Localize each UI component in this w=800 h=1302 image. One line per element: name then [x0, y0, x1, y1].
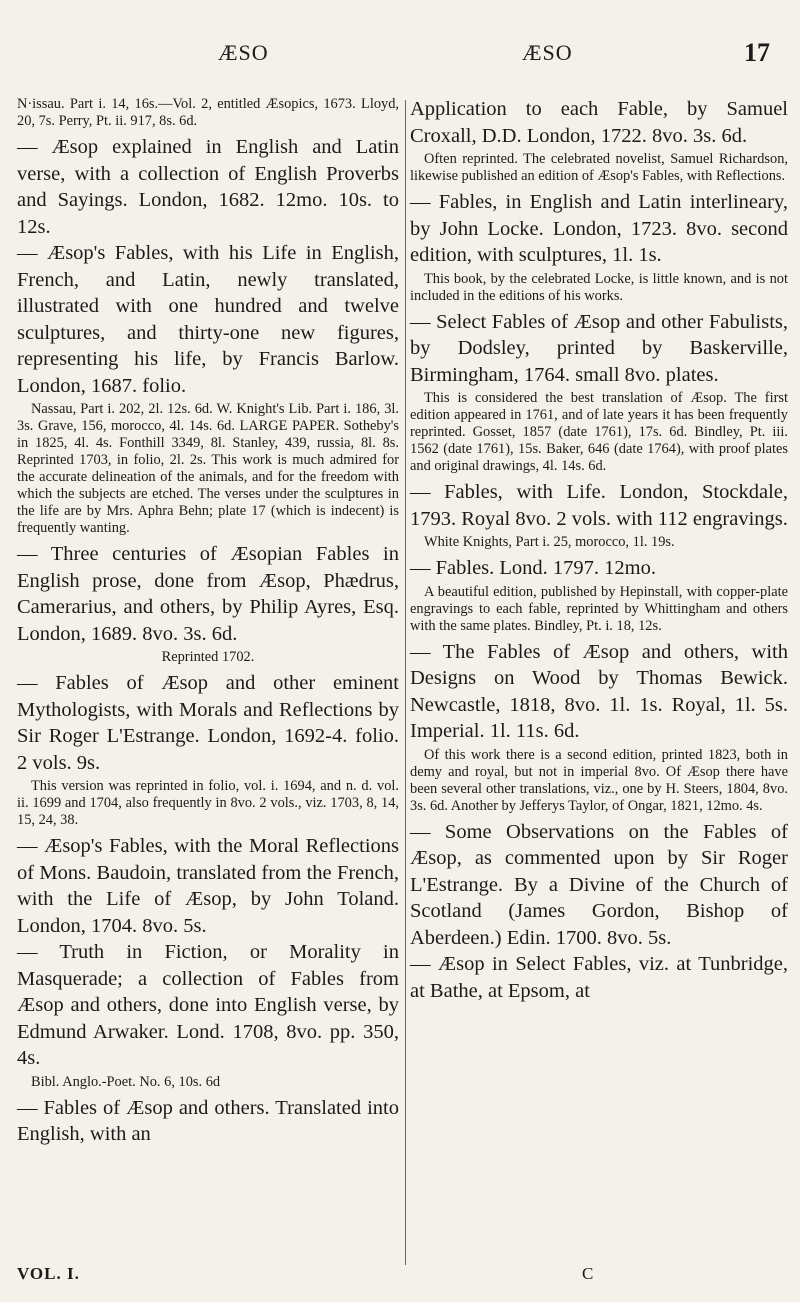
volume-signature: VOL. I.: [17, 1264, 80, 1283]
left-column-entry: — Æsop explained in English and Latin verse, with a collection of English Proverbs and Sayings. London, 1682. 12mo. 10s. to 12s.: [17, 136, 399, 238]
left-column-note: Bibl. Anglo.-Poet. No. 6, 10s. 6d: [31, 1073, 221, 1090]
right-column-note: Often reprinted. The celebrated novelist, Samuel Richardson, likewise published an edition of Æsop's Fables, with Reflections.: [410, 151, 788, 184]
left-column-note: Reprinted 1702.: [161, 649, 255, 665]
left-column-entry-continued: N·issau. Part i. 14, 16s.—Vol. 2, entitled Æsopics, 1673. Lloyd, 20, 7s. Perry, Pt. ii. 917, 8s. 6d.: [17, 96, 399, 129]
page-number: 17: [744, 38, 770, 67]
right-column-entry: — Select Fables of Æsop and other Fabulists, by Dodsley, printed by Baskerville, Birmingham, 1764. small 8vo. plates.: [410, 310, 788, 386]
left-column-entry: — Æsop's Fables, with the Moral Reflections of Mons. Baudoin, translated from the French, with the Life of Æsop, by John Toland. London, 1704. 8vo. 5s.: [17, 835, 399, 937]
right-column-note: White Knights, Part i. 25, morocco, 1l. 19s.: [424, 534, 675, 550]
left-column-entry: — Fables of Æsop and others. Translated into English, with an: [17, 1096, 399, 1145]
right-column-entry: — Fables, with Life. London, Stockdale, 1793. Royal 8vo. 2 vols. with 112 engravings.: [410, 481, 788, 530]
right-column-entry: Application to each Fable, by Samuel Croxall, D.D. London, 1722. 8vo. 3s. 6d.: [410, 98, 788, 147]
left-column-note: Nassau, Part i. 202, 2l. 12s. 6d. W. Knight's Lib. Part i. 186, 3l. 3s. Grave, 156, morocco, 4l. 14s. 6d. LARGE PAPER. Sotheby's in 1825, 4l. 4s. Fonthill 3349, 8l. Stanley, 439, russia, 8l. 8s. Reprinted 1703, in folio, 2l. 2s. This work is much admired for the accurate delineation of the animals, and for the freedom with which the subjects are etched. The verses under the sculptures in the life are by Mrs. Aphra Behn; plate 17 (which is indecent) is frequently wanting.: [17, 401, 399, 536]
left-column-entry: — Truth in Fiction, or Morality in Masquerade; a collection of Fables from Æsop and others, done into English verse, by Edmund Arwaker. Lond. 1708, 8vo. pp. 350, 4s.: [17, 941, 399, 1069]
left-column: [17, 96, 399, 1148]
left-column-entry: — Three centuries of Æsopian Fables in English prose, done from Æsop, Phædrus, Camerarius, and others, by Philip Ayres, Esq. London, 1689. 8vo. 3s. 6d.: [17, 543, 399, 645]
left-column-entry: — Fables of Æsop and other eminent Mythologists, with Morals and Reflections by Sir Roger L'Estrange. London, 1692-4. folio. 2 vols. 9s.: [17, 672, 399, 774]
right-column-entry: — The Fables of Æsop and others, with Designs on Wood by Thomas Bewick. Newcastle, 1818, 8vo. 1l. 1s. Royal, 1l. 5s. Imperial. 1l. 11s. 6d.: [410, 640, 788, 742]
left-column-entry: — Æsop's Fables, with his Life in English, French, and Latin, newly translated, illustrated with one hundred and twelve sculptures, and thirty-one new figures, representing his life, by Francis Barlow. London, 1687. folio.: [17, 242, 399, 397]
right-column-entry: — Æsop in Select Fables, viz. at Tunbridge, at Bathe, at Epsom, at: [410, 953, 788, 1002]
running-head-right: ÆSO: [522, 40, 573, 65]
right-column-entry: — Fables, in English and Latin interlineary, by John Locke. London, 1723. 8vo. second edition, with sculptures, 1l. 1s.: [410, 191, 788, 266]
right-column-note: Of this work there is a second edition, printed 1823, both in demy and royal, but not in imperial 8vo. Of Æsop there have been several other translations, viz., one by H. Steers, 1804, 8vo. 3s. 6d. Another by Jefferys Taylor, of Ongar, 1821, 12mo. 4s.: [410, 746, 788, 814]
right-column-note: A beautiful edition, published by Hepinstall, with copper-plate engravings to each fable, reprinted by Whittingham and others with the same plates. Bindley, Pt. i. 18, 12s.: [410, 583, 788, 634]
running-header: [0, 40, 800, 70]
left-column-note: This version was reprinted in folio, vol. i. 1694, and n. d. vol. ii. 1699 and 1704, also frequently in 8vo. 2 vols., viz. 1703, 8, 14, 15, 24, 38.: [17, 778, 399, 828]
right-column-note: This book, by the celebrated Locke, is little known, and is not included in the editions of his works.: [410, 270, 788, 304]
right-column: [410, 96, 788, 1004]
right-column-entry: — Some Observations on the Fables of Æsop, as commented upon by Sir Roger L'Estrange. By a Divine of the Church of Scotland (James Gordon, Bishop of Aberdeen.) Edin. 1700. 8vo. 5s.: [410, 820, 788, 949]
right-column-note: This is considered the best translation of Æsop. The first edition appeared in 1761, and of late years it has been frequently reprinted. Gosset, 1857 (date 1761), 17s. 6d. Bindley, Pt. iii. 1562 (date 1761), 15s. Baker, 646 (date 1764), with proof plates and original drawings, 4l. 14s. 6d.: [410, 390, 788, 474]
running-head-left: ÆSO: [218, 40, 269, 65]
right-column-entry: — Fables. Lond. 1797. 12mo.: [410, 557, 656, 579]
gathering-signature: C: [582, 1264, 594, 1283]
